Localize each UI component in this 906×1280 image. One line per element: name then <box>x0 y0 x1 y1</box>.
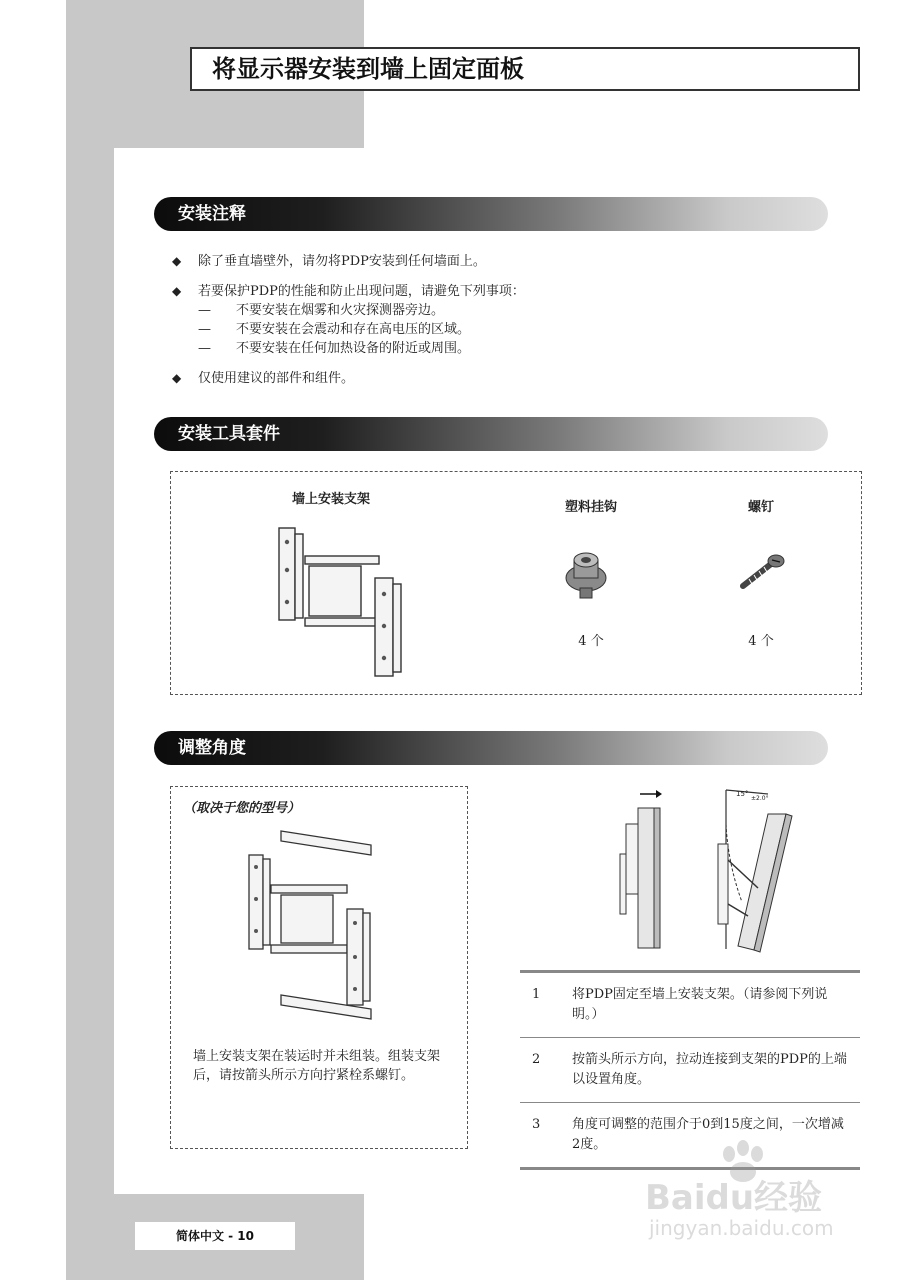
table-row <box>520 970 860 1037</box>
model-note: （取决于您的型号） <box>183 801 301 816</box>
sub-item-text: 不要安装在烟雾和火灾探测器旁边。 <box>236 303 445 318</box>
angle-label-secondary: ±2.0° <box>751 795 769 802</box>
dash-icon: — <box>198 341 211 356</box>
section-heading-kit: 安装工具套件 <box>154 417 828 451</box>
model-panel <box>170 786 468 1149</box>
watermark-brand: Baidu经验 <box>645 1178 823 1218</box>
dash-icon: — <box>198 322 211 337</box>
kit-qty-hook: 4 个 <box>578 634 604 649</box>
kit-qty-screw: 4 个 <box>748 634 774 649</box>
step-text: 按箭头所示方向，拉动连接到支架的PDP的上端以设置角度。 <box>572 1052 847 1087</box>
step-number: 2 <box>532 1052 541 1067</box>
sub-item <box>172 339 812 358</box>
list-item <box>172 282 812 358</box>
baidu-watermark <box>645 1140 875 1250</box>
sub-item-text: 不要安装在任何加热设备的附近或周围。 <box>236 341 471 356</box>
note-text: 若要保护PDP的性能和防止出现问题，请避免下列事项： <box>198 284 525 299</box>
plastic-hook-icon <box>558 544 614 604</box>
step-number: 1 <box>532 987 541 1002</box>
bracket-description: 墙上安装支架在装运时并未组装。组装支架后，请按箭头所示方向拧紧栓系螺钉。 <box>193 1049 441 1083</box>
panel-pull-diagram-icon <box>610 784 680 954</box>
tilt-angle-diagram-icon <box>706 784 806 954</box>
note-text: 仅使用建议的部件和组件。 <box>198 371 355 386</box>
list-item <box>172 369 812 388</box>
wall-bracket-icon <box>267 522 417 682</box>
bracket-assembly-icon <box>241 827 391 1037</box>
page-number-label: 简体中文 - 10 <box>135 1222 295 1250</box>
page-title: 将显示器安装到墙上固定面板 <box>190 47 860 91</box>
kit-panel <box>170 471 862 695</box>
dash-icon: — <box>198 303 211 318</box>
list-item <box>172 252 812 271</box>
note-text: 除了垂直墙壁外，请勿将PDP安装到任何墙面上。 <box>198 254 486 269</box>
step-number: 3 <box>532 1117 541 1132</box>
sub-item <box>172 320 812 339</box>
sub-item-text: 不要安装在会震动和存在高电压的区域。 <box>236 322 471 337</box>
sub-item <box>172 301 812 320</box>
table-row <box>520 1037 860 1102</box>
step-text: 角度可调整的范围介于0到15度之间，一次增减2度。 <box>572 1117 844 1152</box>
bullet-diamond-icon: ◆ <box>172 284 182 298</box>
watermark-url: jingyan.baidu.com <box>649 1216 834 1240</box>
gray-side-strip <box>66 148 114 1280</box>
section-heading-notes: 安装注释 <box>154 197 828 231</box>
bullet-diamond-icon: ◆ <box>172 254 182 268</box>
kit-label-bracket: 墙上安装支架 <box>291 492 370 507</box>
kit-label-screw: 螺钉 <box>747 500 774 515</box>
bullet-diamond-icon: ◆ <box>172 371 182 385</box>
step-text: 将PDP固定至墙上安装支架。（请参阅下列说明。） <box>572 987 828 1022</box>
notes-list <box>172 252 812 399</box>
angle-label-primary: 15° <box>736 790 749 798</box>
screw-icon <box>737 552 787 592</box>
kit-label-hook: 塑料挂钩 <box>564 500 617 515</box>
section-heading-angle: 调整角度 <box>154 731 828 765</box>
